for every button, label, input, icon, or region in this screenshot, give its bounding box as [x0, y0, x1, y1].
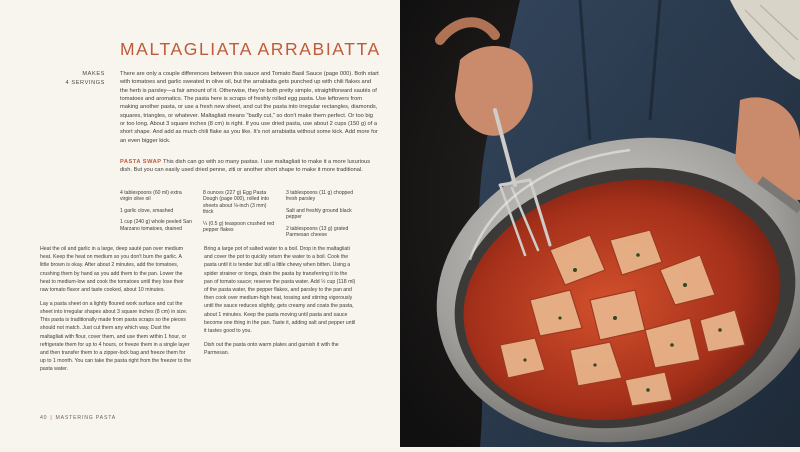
ingredient-item: 3 tablespoons (11 g) chopped fresh parsley [286, 190, 354, 203]
servings-label: 4 SERVINGS [65, 80, 105, 86]
ingredient-item: 8 ounces (227 g) Egg Pasta Dough (page 000), rolled into sheets about ⅛-inch (3 mm) thick [203, 190, 269, 216]
pasta-in-pan-photo [400, 0, 800, 447]
ingredient-item: 1 garlic clove, smashed [120, 207, 174, 214]
page-number: 40 [40, 415, 48, 421]
ingredient-item: 2 tablespoons (13 g) grated Parmesan cheese [286, 225, 349, 239]
ingredient-item: Salt and freshly ground black pepper [286, 207, 352, 221]
ingredient-item: 4 tablespoons (60 ml) extra virgin olive oil [120, 190, 182, 203]
page-footer [40, 415, 116, 421]
method-step: Bring a large pot of salted water to a boil. Drop in the maltagliati and cover the pot to quickly return the water to a boil. Cook the pasta until it is tender but still a little chewy when bitten. Using a spider strainer or tongs, drain the pasta by transferring it to the pan of tomato sauce; reserve the pasta water. Add ½ cup (118 ml) of the pasta water, the pepper flakes, and parsley to the pan and then cook over medium-high heat, tossing and stirring vigorously until the sauce reduces slightly, gets creamy and coats the pasta, about 1 minutes. Keep the pasta moving until pasta and sauce become one thing in the pan. Taste it, adding salt and pepper until it tastes good to you. [204, 246, 356, 335]
pasta-swap-label: PASTA SWAP [120, 159, 162, 165]
ingredient-item: ¼ (0.5 g) teaspoon crushed red pepper flakes [203, 220, 275, 234]
recipe-page [0, 0, 400, 447]
method-column-1 [40, 245, 192, 379]
method-column-2 [204, 245, 356, 363]
footer-separator: | [50, 415, 53, 421]
ingredients-column-1 [120, 190, 194, 237]
ingredients-column-2 [203, 190, 277, 238]
recipe-intro: There are only a couple differences between this sauce and Tomato Basil Sauce (page 000). Both start with tomatoes and garlic sweated in olive oil, but the arrabiatta gets punched up with chili flakes and the herb is parsley—a fair amount of it. Otherwise, they're both pretty simple, straightforward sautés of tomatoes and aromatics. The pasta here is scraps of freshly rolled egg pasta. Use leftovers from making another pasta, or use a fresh new sheet, and cut the pasta into irregular rectangles, diamonds, squares, triangles, or whatever. Maltagliati means "badly cut," so don't make them perfect. Or too big or too long. About 3 square inches (8 cm) is right. If you use dried pasta, use about 2 cups (150 g) of a short shape. And add as much chili flake as you like. It's not arrabiatta without some kick. Add more for an even bigger kick. [120, 71, 379, 144]
yield-block [40, 70, 105, 88]
method-step: Dish out the pasta onto warm plates and garnish it with the Parmesan. [204, 341, 339, 356]
method-step: Lay a pasta sheet on a lightly floured work surface and cut the sheet into irregular shapes about 3 square inches (8 cm) in size. This pasta is traditionally made from pasta scraps so the pieces should not match. Just cut them any which way. Dust the maltagliati with flour, cover them, and use them within 1 hour, or refrigerate them for up to 4 hours, or freeze them in a single layer and then transfer them to a zipper-lock bag and freeze them for up to 1 month. You can take the pasta right from the freezer to the pasta water. [40, 300, 192, 373]
pasta-swap-note [120, 158, 379, 175]
recipe-title: MALTAGLIATA ARRABIATTA [120, 39, 381, 59]
makes-label: MAKES [82, 71, 105, 77]
ingredient-item: 1 cup (240 g) whole peeled San Marzano tomatoes, drained [120, 219, 192, 232]
ingredients-column-3 [286, 190, 360, 243]
method-step: Heat the oil and garlic in a large, deep sauté pan over medium heat. Keep the heat on medium so you don't burn the garlic. A little brown is okay. After about 2 minutes, add the tomatoes, crushing them by hand as you add them to the pan. Lower the heat to medium-low and cook the tomatoes until they lose their raw tomato flavor and taste cooked, about 10 minutes. [40, 246, 184, 294]
pasta-swap-text: This dish can go with so many pastas. I use maltagliati to make it a more luxurious dish. But you can easily used dried penne, ziti or another short shape to make it more traditional. [120, 159, 371, 174]
section-name: MASTERING PASTA [55, 415, 117, 421]
photo-illustration [400, 0, 800, 447]
